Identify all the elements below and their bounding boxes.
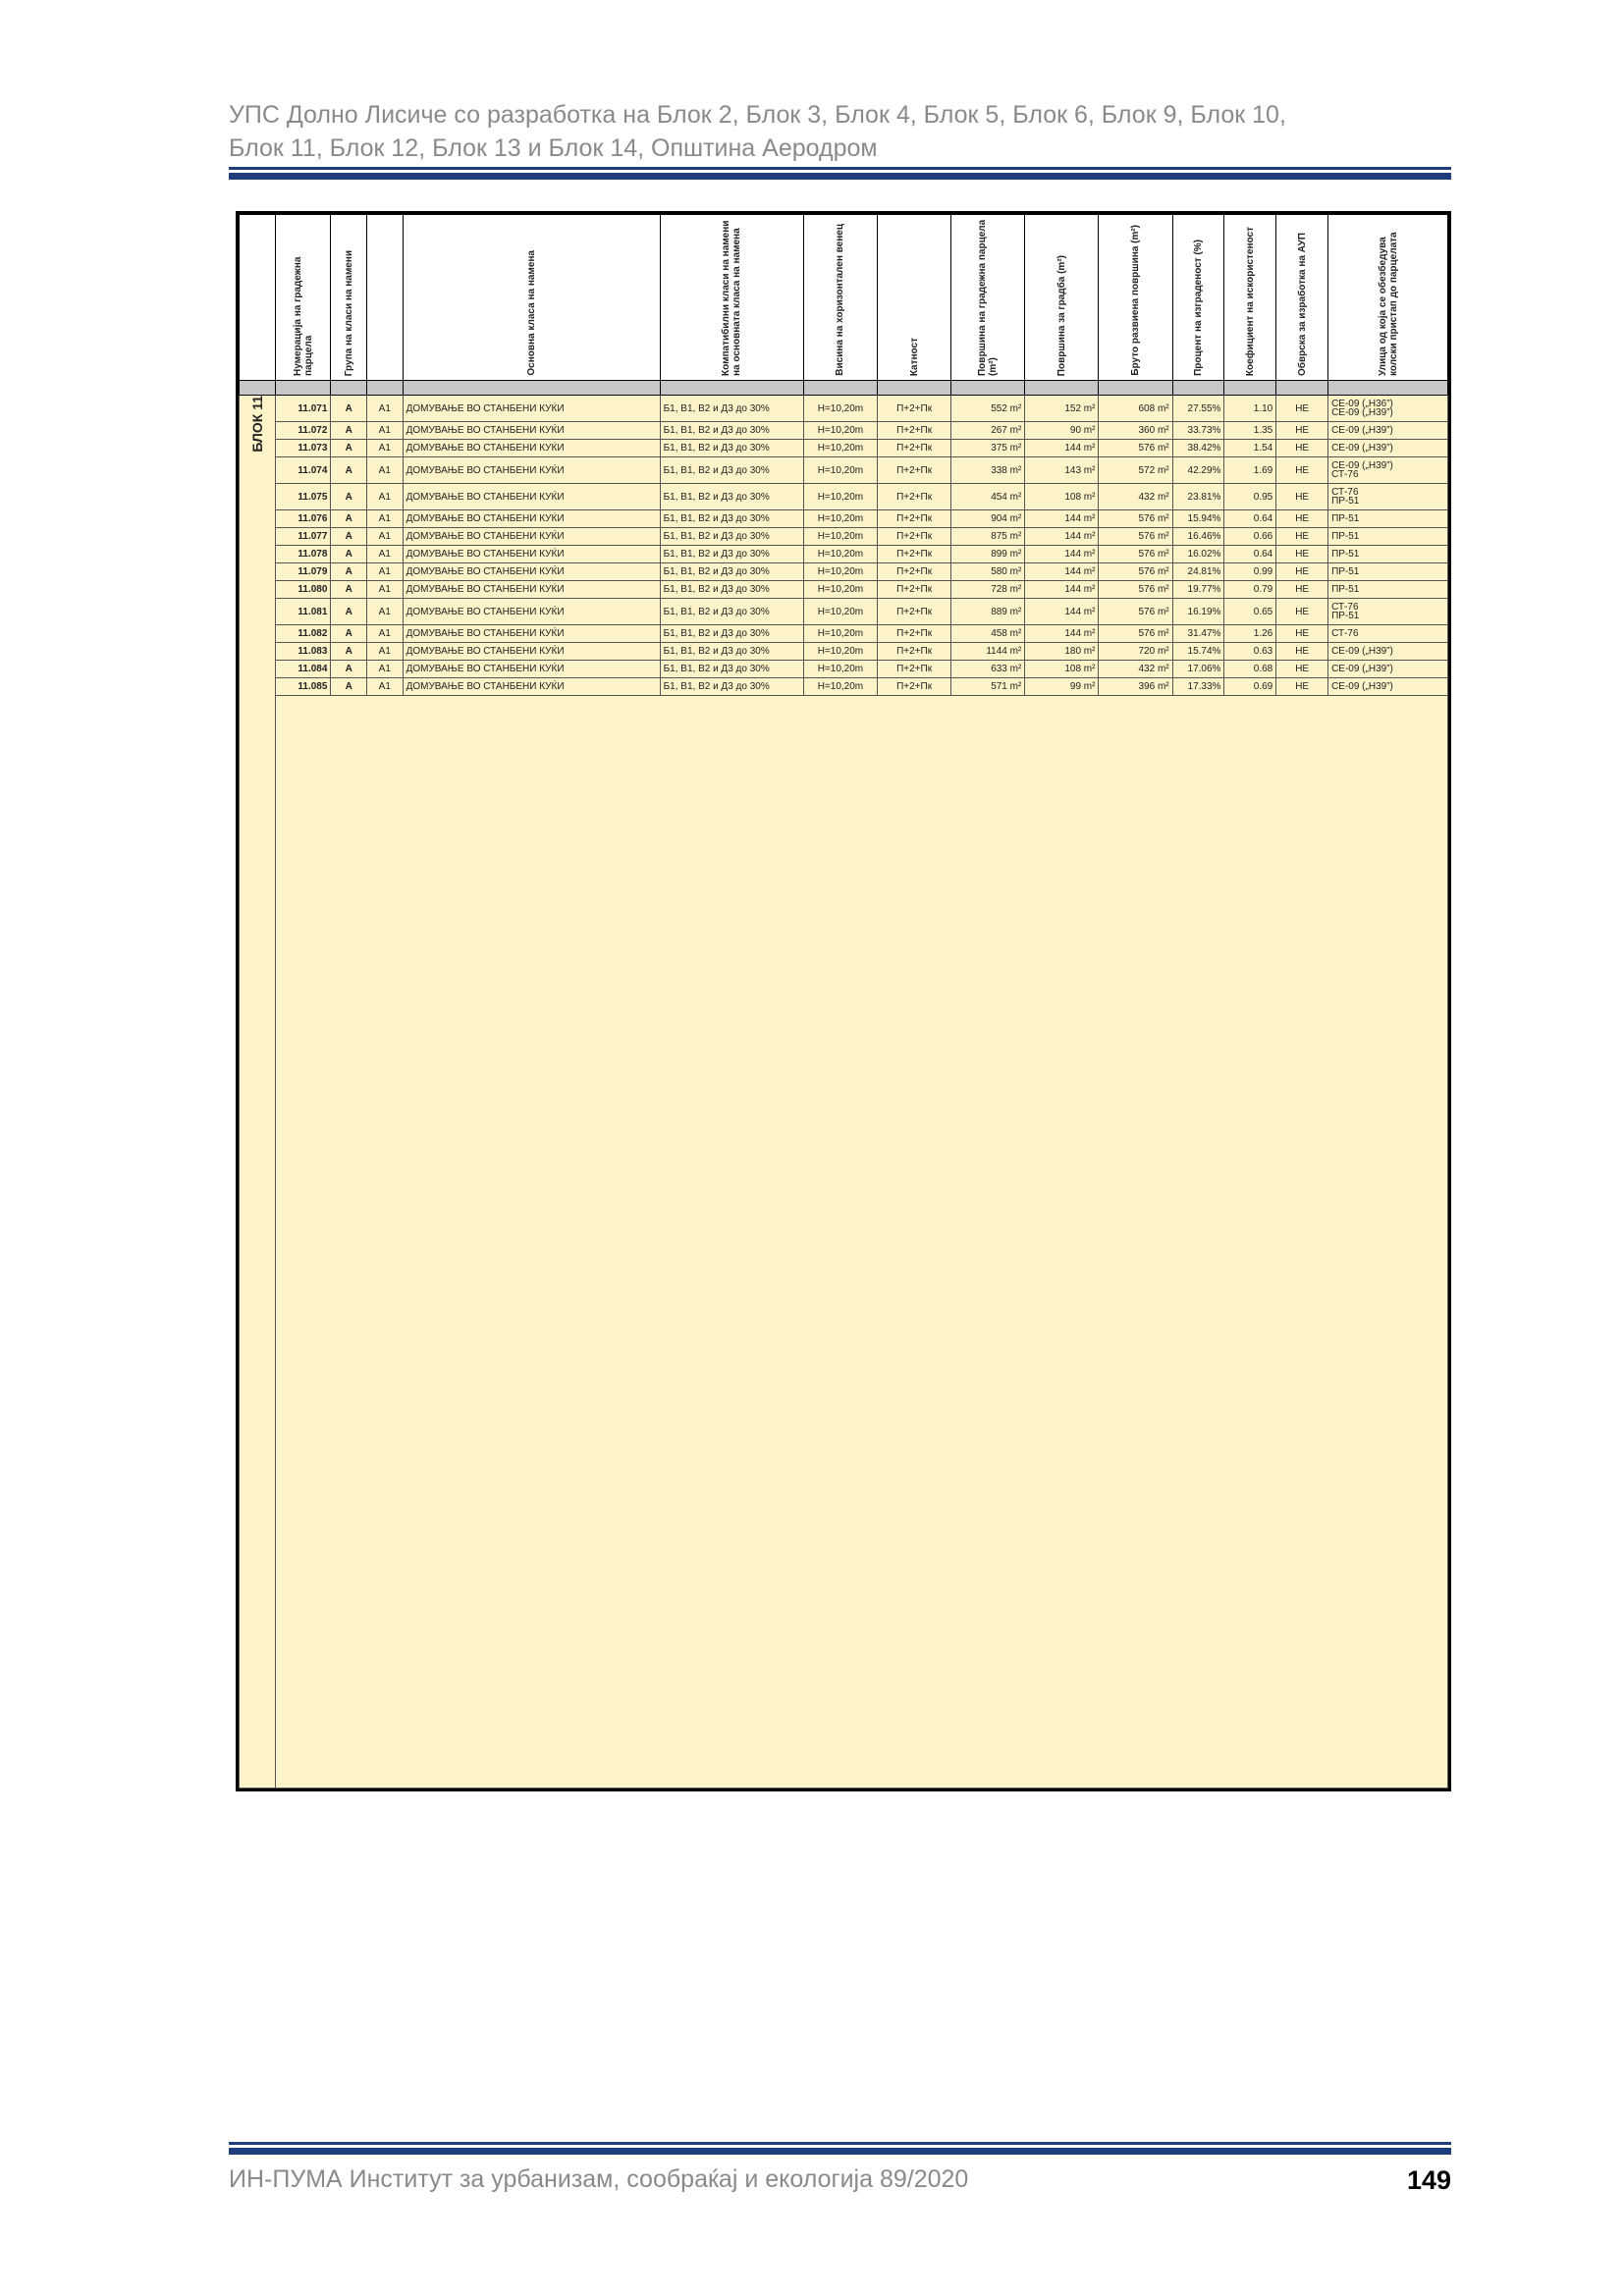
gross-area-cell: 720 m² <box>1099 643 1172 661</box>
parcel-number-cell: 11.080 <box>275 581 331 599</box>
coverage-percent-cell: 16.19% <box>1172 599 1224 625</box>
aup-obligation-cell: НЕ <box>1276 581 1328 599</box>
table-row <box>240 678 1448 696</box>
column-header-label: Површина за градба (m²) <box>1056 254 1067 376</box>
column-header-label: Обврска за изработка на АУП <box>1296 233 1308 376</box>
parcel-area-cell: 338 m² <box>951 457 1025 484</box>
column-header-label: Компатибилни класи на намени на основната класа на намена <box>721 220 743 376</box>
parcel-area-cell: 580 m² <box>951 563 1025 581</box>
group-cell: А <box>331 484 367 510</box>
access-street-cell: ПР-51 <box>1328 546 1448 563</box>
parcel-number-cell: 11.082 <box>275 625 331 643</box>
aup-obligation-cell: НЕ <box>1276 422 1328 440</box>
basic-class-cell: ДОМУВАЊЕ ВО СТАНБЕНИ КУЌИ <box>403 678 660 696</box>
utilization-coefficient-cell: 0.66 <box>1224 528 1276 546</box>
table-row <box>240 661 1448 678</box>
height-cell: Н=10,20m <box>803 546 877 563</box>
floors-cell: П+2+Пк <box>878 546 951 563</box>
parcel-area-cell: 899 m² <box>951 546 1025 563</box>
utilization-coefficient-cell: 1.10 <box>1224 396 1276 422</box>
height-cell: Н=10,20m <box>803 661 877 678</box>
group-cell: А <box>331 546 367 563</box>
class-cell: А1 <box>367 422 404 440</box>
class-cell: А1 <box>367 546 404 563</box>
column-header-label: Нумерација на градежна парцела <box>292 256 314 376</box>
gross-area-cell: 576 m² <box>1099 599 1172 625</box>
compatible-classes-cell: Б1, В1, В2 и Д3 до 30% <box>660 484 803 510</box>
table-row <box>240 546 1448 563</box>
table-row <box>240 563 1448 581</box>
table-header-row <box>240 215 1448 381</box>
column-header-label: Површина на градежна парцела (m²) <box>977 219 1000 376</box>
class-cell: А1 <box>367 484 404 510</box>
class-cell: А1 <box>367 457 404 484</box>
aup-obligation-cell: НЕ <box>1276 661 1328 678</box>
building-area-cell: 144 m² <box>1025 440 1099 457</box>
height-cell: Н=10,20m <box>803 396 877 422</box>
access-street-cell: СТ-76 ПР-51 <box>1328 484 1448 510</box>
floors-cell: П+2+Пк <box>878 563 951 581</box>
utilization-coefficient-cell: 0.68 <box>1224 661 1276 678</box>
floors-cell: П+2+Пк <box>878 625 951 643</box>
building-area-cell: 108 m² <box>1025 484 1099 510</box>
column-header-label: Коефициент на искористеност <box>1244 226 1256 376</box>
parcel-area-cell: 571 m² <box>951 678 1025 696</box>
basic-class-cell: ДОМУВАЊЕ ВО СТАНБЕНИ КУЌИ <box>403 484 660 510</box>
access-street-cell: СЕ-09 („Н36”) СЕ-09 („Н39”) <box>1328 396 1448 422</box>
parcel-area-cell: 267 m² <box>951 422 1025 440</box>
aup-obligation-cell: НЕ <box>1276 546 1328 563</box>
aup-obligation-cell: НЕ <box>1276 528 1328 546</box>
basic-class-cell: ДОМУВАЊЕ ВО СТАНБЕНИ КУЌИ <box>403 661 660 678</box>
coverage-percent-cell: 31.47% <box>1172 625 1224 643</box>
table-row <box>240 625 1448 643</box>
compatible-classes-cell: Б1, В1, В2 и Д3 до 30% <box>660 661 803 678</box>
gross-area-cell: 576 m² <box>1099 546 1172 563</box>
access-street-cell: ПР-51 <box>1328 563 1448 581</box>
footer-text: ИН-ПУМА Институт за урбанизам, сообраќај и екологија 89/2020 <box>229 2165 969 2193</box>
floors-cell: П+2+Пк <box>878 643 951 661</box>
height-cell: Н=10,20m <box>803 528 877 546</box>
class-cell: А1 <box>367 396 404 422</box>
separator-row <box>240 381 1448 396</box>
parcel-area-cell: 552 m² <box>951 396 1025 422</box>
parcel-area-cell: 458 m² <box>951 625 1025 643</box>
access-street-cell: СЕ-09 („Н39”) <box>1328 678 1448 696</box>
aup-obligation-cell: НЕ <box>1276 599 1328 625</box>
gross-area-cell: 360 m² <box>1099 422 1172 440</box>
gross-area-cell: 608 m² <box>1099 396 1172 422</box>
utilization-coefficient-cell: 0.63 <box>1224 643 1276 661</box>
access-street-cell: СЕ-09 („Н39”) <box>1328 440 1448 457</box>
parcel-number-cell: 11.072 <box>275 422 331 440</box>
column-header-label: Основна класа на намена <box>525 250 537 376</box>
utilization-coefficient-cell: 1.54 <box>1224 440 1276 457</box>
basic-class-cell: ДОМУВАЊЕ ВО СТАНБЕНИ КУЌИ <box>403 563 660 581</box>
coverage-percent-cell: 17.06% <box>1172 661 1224 678</box>
compatible-classes-cell: Б1, В1, В2 и Д3 до 30% <box>660 581 803 599</box>
coverage-percent-cell: 23.81% <box>1172 484 1224 510</box>
class-cell: А1 <box>367 678 404 696</box>
table-row <box>240 440 1448 457</box>
compatible-classes-cell: Б1, В1, В2 и Д3 до 30% <box>660 396 803 422</box>
parcel-number-cell: 11.076 <box>275 510 331 528</box>
parcel-area-cell: 728 m² <box>951 581 1025 599</box>
footer-rule <box>229 2142 1451 2155</box>
building-area-cell: 144 m² <box>1025 581 1099 599</box>
floors-cell: П+2+Пк <box>878 581 951 599</box>
group-cell: А <box>331 625 367 643</box>
omitted-rows <box>240 696 1448 1789</box>
basic-class-cell: ДОМУВАЊЕ ВО СТАНБЕНИ КУЌИ <box>403 599 660 625</box>
column-header <box>367 215 404 381</box>
table-row <box>240 599 1448 625</box>
utilization-coefficient-cell: 1.69 <box>1224 457 1276 484</box>
access-street-cell: СТ-76 ПР-51 <box>1328 599 1448 625</box>
compatible-classes-cell: Б1, В1, В2 и Д3 до 30% <box>660 563 803 581</box>
coverage-percent-cell: 15.74% <box>1172 643 1224 661</box>
table-row <box>240 457 1448 484</box>
aup-obligation-cell: НЕ <box>1276 440 1328 457</box>
height-cell: Н=10,20m <box>803 457 877 484</box>
gross-area-cell: 396 m² <box>1099 678 1172 696</box>
coverage-percent-cell: 16.02% <box>1172 546 1224 563</box>
building-area-cell: 152 m² <box>1025 396 1099 422</box>
access-street-cell: ПР-51 <box>1328 510 1448 528</box>
column-header-label: Бруто развиена површина (m²) <box>1130 225 1142 376</box>
compatible-classes-cell: Б1, В1, В2 и Д3 до 30% <box>660 643 803 661</box>
column-header <box>1099 215 1172 381</box>
basic-class-cell: ДОМУВАЊЕ ВО СТАНБЕНИ КУЌИ <box>403 510 660 528</box>
basic-class-cell: ДОМУВАЊЕ ВО СТАНБЕНИ КУЌИ <box>403 440 660 457</box>
compatible-classes-cell: Б1, В1, В2 и Д3 до 30% <box>660 510 803 528</box>
aup-obligation-cell: НЕ <box>1276 643 1328 661</box>
class-cell: А1 <box>367 528 404 546</box>
basic-class-cell: ДОМУВАЊЕ ВО СТАНБЕНИ КУЌИ <box>403 546 660 563</box>
building-area-cell: 90 m² <box>1025 422 1099 440</box>
parcel-area-cell: 454 m² <box>951 484 1025 510</box>
utilization-coefficient-cell: 0.95 <box>1224 484 1276 510</box>
coverage-percent-cell: 27.55% <box>1172 396 1224 422</box>
column-header <box>1025 215 1099 381</box>
building-area-cell: 144 m² <box>1025 546 1099 563</box>
floors-cell: П+2+Пк <box>878 440 951 457</box>
height-cell: Н=10,20m <box>803 422 877 440</box>
building-area-cell: 144 m² <box>1025 510 1099 528</box>
access-street-cell: СЕ-09 („Н39”) <box>1328 661 1448 678</box>
utilization-coefficient-cell: 1.35 <box>1224 422 1276 440</box>
table-row <box>240 643 1448 661</box>
utilization-coefficient-cell: 0.64 <box>1224 546 1276 563</box>
basic-class-cell: ДОМУВАЊЕ ВО СТАНБЕНИ КУЌИ <box>403 422 660 440</box>
aup-obligation-cell: НЕ <box>1276 625 1328 643</box>
table-row <box>240 422 1448 440</box>
block-column-header <box>240 215 276 381</box>
coverage-percent-cell: 17.33% <box>1172 678 1224 696</box>
floors-cell: П+2+Пк <box>878 599 951 625</box>
parcel-number-cell: 11.079 <box>275 563 331 581</box>
gross-area-cell: 576 m² <box>1099 563 1172 581</box>
building-area-cell: 108 m² <box>1025 661 1099 678</box>
group-cell: А <box>331 599 367 625</box>
gross-area-cell: 432 m² <box>1099 484 1172 510</box>
parcel-number-cell: 11.081 <box>275 599 331 625</box>
aup-obligation-cell: НЕ <box>1276 457 1328 484</box>
utilization-coefficient-cell: 1.26 <box>1224 625 1276 643</box>
gross-area-cell: 576 m² <box>1099 581 1172 599</box>
floors-cell: П+2+Пк <box>878 484 951 510</box>
utilization-coefficient-cell: 0.64 <box>1224 510 1276 528</box>
group-cell: А <box>331 661 367 678</box>
table-row <box>240 484 1448 510</box>
group-cell: А <box>331 563 367 581</box>
column-header-label: Висина на хоризонтален венец <box>835 224 846 376</box>
compatible-classes-cell: Б1, В1, В2 и Д3 до 30% <box>660 678 803 696</box>
access-street-cell: СЕ-09 („Н39”) <box>1328 643 1448 661</box>
class-cell: А1 <box>367 643 404 661</box>
aup-obligation-cell: НЕ <box>1276 678 1328 696</box>
gross-area-cell: 432 m² <box>1099 661 1172 678</box>
column-header <box>1224 215 1276 381</box>
building-area-cell: 99 m² <box>1025 678 1099 696</box>
height-cell: Н=10,20m <box>803 625 877 643</box>
floors-cell: П+2+Пк <box>878 661 951 678</box>
parcel-area-cell: 633 m² <box>951 661 1025 678</box>
access-street-cell: ПР-51 <box>1328 528 1448 546</box>
table-row <box>240 581 1448 599</box>
parcel-number-cell: 11.083 <box>275 643 331 661</box>
height-cell: Н=10,20m <box>803 484 877 510</box>
gross-area-cell: 576 m² <box>1099 625 1172 643</box>
column-header <box>275 215 331 381</box>
gross-area-cell: 576 m² <box>1099 440 1172 457</box>
column-header <box>331 215 367 381</box>
coverage-percent-cell: 16.46% <box>1172 528 1224 546</box>
compatible-classes-cell: Б1, В1, В2 и Д3 до 30% <box>660 625 803 643</box>
utilization-coefficient-cell: 0.99 <box>1224 563 1276 581</box>
class-cell: А1 <box>367 625 404 643</box>
class-cell: А1 <box>367 563 404 581</box>
height-cell: Н=10,20m <box>803 678 877 696</box>
access-street-cell: ПР-51 <box>1328 581 1448 599</box>
block-label: БЛОК 11 <box>248 396 265 453</box>
class-cell: А1 <box>367 599 404 625</box>
column-header <box>951 215 1025 381</box>
basic-class-cell: ДОМУВАЊЕ ВО СТАНБЕНИ КУЌИ <box>403 625 660 643</box>
column-header <box>1328 215 1448 381</box>
column-header <box>803 215 877 381</box>
column-header <box>878 215 951 381</box>
parcel-table-container <box>236 211 1451 1791</box>
table-row <box>240 396 1448 422</box>
header-rule <box>229 167 1451 180</box>
basic-class-cell: ДОМУВАЊЕ ВО СТАНБЕНИ КУЌИ <box>403 528 660 546</box>
height-cell: Н=10,20m <box>803 599 877 625</box>
group-cell: А <box>331 581 367 599</box>
access-street-cell: СЕ-09 („Н39”) <box>1328 422 1448 440</box>
page-footer <box>229 2165 1451 2196</box>
access-street-cell: СЕ-09 („Н39”) СТ-76 <box>1328 457 1448 484</box>
compatible-classes-cell: Б1, В1, В2 и Д3 до 30% <box>660 440 803 457</box>
coverage-percent-cell: 24.81% <box>1172 563 1224 581</box>
utilization-coefficient-cell: 0.79 <box>1224 581 1276 599</box>
parcel-area-cell: 904 m² <box>951 510 1025 528</box>
group-cell: А <box>331 643 367 661</box>
floors-cell: П+2+Пк <box>878 396 951 422</box>
column-header <box>1172 215 1224 381</box>
column-header-label: Катност <box>908 337 920 376</box>
column-header <box>660 215 803 381</box>
floors-cell: П+2+Пк <box>878 457 951 484</box>
group-cell: А <box>331 396 367 422</box>
parcel-area-cell: 375 m² <box>951 440 1025 457</box>
group-cell: А <box>331 457 367 484</box>
compatible-classes-cell: Б1, В1, В2 и Д3 до 30% <box>660 457 803 484</box>
gross-area-cell: 572 m² <box>1099 457 1172 484</box>
parcel-area-cell: 1144 m² <box>951 643 1025 661</box>
height-cell: Н=10,20m <box>803 581 877 599</box>
building-area-cell: 180 m² <box>1025 643 1099 661</box>
coverage-percent-cell: 42.29% <box>1172 457 1224 484</box>
gross-area-cell: 576 m² <box>1099 510 1172 528</box>
utilization-coefficient-cell: 0.65 <box>1224 599 1276 625</box>
coverage-percent-cell: 15.94% <box>1172 510 1224 528</box>
parcel-number-cell: 11.085 <box>275 678 331 696</box>
compatible-classes-cell: Б1, В1, В2 и Д3 до 30% <box>660 422 803 440</box>
table-row <box>240 510 1448 528</box>
header-line-2: Блок 11, Блок 12, Блок 13 и Блок 14, Општина Аеродром <box>229 134 878 162</box>
aup-obligation-cell: НЕ <box>1276 510 1328 528</box>
group-cell: А <box>331 528 367 546</box>
column-header-label: Улица од која се обезбедува колски пристап до парцелата <box>1377 232 1399 376</box>
aup-obligation-cell: НЕ <box>1276 563 1328 581</box>
gross-area-cell: 576 m² <box>1099 528 1172 546</box>
parcel-area-cell: 889 m² <box>951 599 1025 625</box>
table-row <box>240 528 1448 546</box>
class-cell: А1 <box>367 440 404 457</box>
parcel-number-cell: 11.075 <box>275 484 331 510</box>
parcel-area-cell: 875 m² <box>951 528 1025 546</box>
parcel-number-cell: 11.071 <box>275 396 331 422</box>
parcel-table <box>239 214 1448 1789</box>
class-cell: А1 <box>367 510 404 528</box>
parcel-number-cell: 11.084 <box>275 661 331 678</box>
compatible-classes-cell: Б1, В1, В2 и Д3 до 30% <box>660 546 803 563</box>
height-cell: Н=10,20m <box>803 510 877 528</box>
building-area-cell: 144 m² <box>1025 528 1099 546</box>
height-cell: Н=10,20m <box>803 440 877 457</box>
column-header-label: Процент на изграденост (%) <box>1193 240 1205 376</box>
compatible-classes-cell: Б1, В1, В2 и Д3 до 30% <box>660 599 803 625</box>
class-cell: А1 <box>367 581 404 599</box>
building-area-cell: 144 m² <box>1025 599 1099 625</box>
page-header <box>229 98 1451 165</box>
floors-cell: П+2+Пк <box>878 528 951 546</box>
floors-cell: П+2+Пк <box>878 510 951 528</box>
height-cell: Н=10,20m <box>803 643 877 661</box>
height-cell: Н=10,20m <box>803 563 877 581</box>
coverage-percent-cell: 38.42% <box>1172 440 1224 457</box>
building-area-cell: 143 m² <box>1025 457 1099 484</box>
building-area-cell: 144 m² <box>1025 563 1099 581</box>
class-cell: А1 <box>367 661 404 678</box>
basic-class-cell: ДОМУВАЊЕ ВО СТАНБЕНИ КУЌИ <box>403 457 660 484</box>
basic-class-cell: ДОМУВАЊЕ ВО СТАНБЕНИ КУЌИ <box>403 643 660 661</box>
coverage-percent-cell: 19.77% <box>1172 581 1224 599</box>
header-line-1: УПС Долно Лисиче со разработка на Блок 2, Блок 3, Блок 4, Блок 5, Блок 6, Блок 9, Блок 10, <box>229 101 1286 129</box>
group-cell: А <box>331 678 367 696</box>
parcel-number-cell: 11.074 <box>275 457 331 484</box>
parcel-number-cell: 11.078 <box>275 546 331 563</box>
column-header-label: Група на класи на намени <box>343 249 354 376</box>
building-area-cell: 144 m² <box>1025 625 1099 643</box>
floors-cell: П+2+Пк <box>878 422 951 440</box>
access-street-cell: СТ-76 <box>1328 625 1448 643</box>
aup-obligation-cell: НЕ <box>1276 396 1328 422</box>
group-cell: А <box>331 440 367 457</box>
basic-class-cell: ДОМУВАЊЕ ВО СТАНБЕНИ КУЌИ <box>403 581 660 599</box>
basic-class-cell: ДОМУВАЊЕ ВО СТАНБЕНИ КУЌИ <box>403 396 660 422</box>
column-header <box>1276 215 1328 381</box>
column-header <box>403 215 660 381</box>
aup-obligation-cell: НЕ <box>1276 484 1328 510</box>
block-cell <box>240 396 276 1789</box>
utilization-coefficient-cell: 0.69 <box>1224 678 1276 696</box>
page-number: 149 <box>1406 2165 1451 2195</box>
coverage-percent-cell: 33.73% <box>1172 422 1224 440</box>
floors-cell: П+2+Пк <box>878 678 951 696</box>
parcel-number-cell: 11.073 <box>275 440 331 457</box>
parcel-number-cell: 11.077 <box>275 528 331 546</box>
compatible-classes-cell: Б1, В1, В2 и Д3 до 30% <box>660 528 803 546</box>
group-cell: А <box>331 422 367 440</box>
group-cell: А <box>331 510 367 528</box>
